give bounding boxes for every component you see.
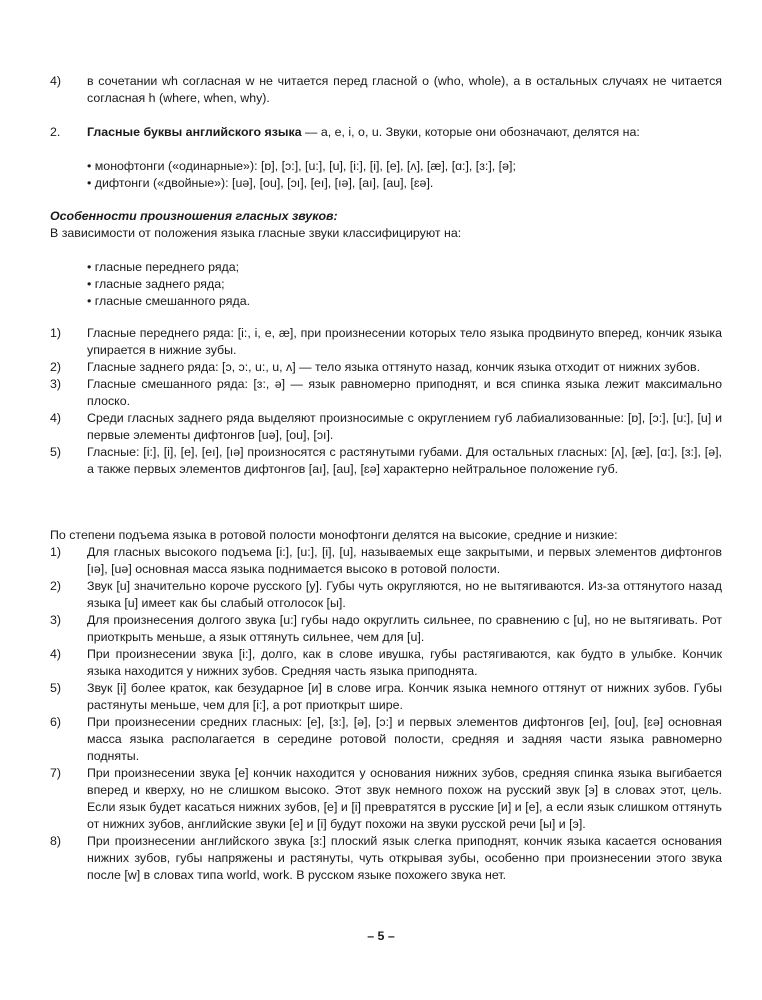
item-text: Для гласных высокого подъема [i:], [u:], [i], [u], называемых еще закрытыми, и первых элементов дифтонгов [ıə], [uə] основная масса языка поднимается высоко в ротовой полости. bbox=[87, 545, 722, 576]
item-number: 8) bbox=[50, 834, 62, 848]
item-number: 2) bbox=[50, 579, 62, 593]
item-number: 4) bbox=[50, 74, 62, 88]
item-text: Для произнесения долгого звука [u:] губы надо округлить сильнее, по сравнению с [u], но не вытягивать. Рот приоткрыть меньше, а язык оттянуть сильнее, чем для [u]. bbox=[87, 613, 722, 644]
section-number: 2. bbox=[50, 125, 61, 139]
item-number: 2) bbox=[50, 360, 62, 374]
page-number: – 5 – bbox=[367, 929, 395, 943]
bullet-item: • дифтонги («двойные»): [uə], [ou], [ɔı], [eı], [ıə], [aı], [au], [ɛə]. bbox=[50, 175, 722, 192]
bullet-item: • монофтонги («одинарные»): [ɒ], [ɔ:], [u:], [u], [i:], [i], [e], [ʌ], [æ], [ɑ:], [ɜ:], [ə]; bbox=[50, 158, 722, 175]
subheading-block bbox=[50, 208, 722, 242]
item-text: При произнесении звука [e] кончик находится у основания нижних зубов, средняя спинка языка выгибается вперед и кверху, но не слишком высоко. Этот звук немного похож на русский звук [э] в словах этот, цель. Если язык будет касаться нижних зубов, [e] и [i] превратятся в русские [и] и [е], а если язык слишком оттянуть от нижних зубов, английские звуки [e] и [i] будут похожи на звуки русской речи [ы] и [э]. bbox=[87, 766, 722, 831]
numbered-list bbox=[50, 325, 722, 478]
item-number: 4) bbox=[50, 647, 62, 661]
item-text: При произнесении звука [i:], долго, как в слове ивушка, губы растягиваются, как будто в улыбке. Кончик языка находится у нижних зубов. Средняя часть языка приподнята. bbox=[87, 647, 722, 678]
item-number: 1) bbox=[50, 545, 62, 559]
item-number: 4) bbox=[50, 411, 62, 425]
item-number: 3) bbox=[50, 377, 62, 391]
bullet-list bbox=[50, 158, 722, 192]
item-text: При произнесении английского звука [ɜ:] плоский язык слегка приподнят, кончик языка касается основания нижних зубов, губы напряжены и растянуты, чуть открывая зубы, особенно при произнесении этого звука после [w] в словах типа world, work. В русском языке похожего звука нет. bbox=[87, 834, 722, 882]
item-text: Гласные смешанного ряда: [ɜ:, ə] — язык равномерно приподнят, и вся спинка языка лежит максимально плоско. bbox=[87, 377, 722, 408]
list-item bbox=[50, 544, 722, 578]
list-item bbox=[50, 376, 722, 410]
list-item bbox=[50, 612, 722, 646]
list-item bbox=[50, 765, 722, 833]
subheading: Особенности произношения гласных звуков: bbox=[50, 209, 338, 223]
list-item bbox=[50, 444, 722, 478]
item-number: 5) bbox=[50, 681, 62, 695]
item-number: 3) bbox=[50, 613, 62, 627]
list-item bbox=[50, 359, 722, 376]
bullet-item: • гласные переднего ряда; bbox=[50, 259, 722, 276]
bullet-list bbox=[50, 259, 722, 310]
list-item bbox=[50, 714, 722, 765]
item-text: Звук [u] значительно короче русского [у]. Губы чуть округляются, но не вытягиваются. Из-за оттянутого назад языка [u] имеет как бы слабый отголосок [ы]. bbox=[87, 579, 722, 610]
list-item bbox=[50, 73, 722, 107]
item-text: При произнесении средних гласных: [e], [ɜ:], [ə], [ɔ:] и первых элементов дифтонгов [eı], [ou], [ɛə] основная масса языка располагается в середине ротовой полости, средняя и задняя части языка равномерно подняты. bbox=[87, 715, 722, 763]
item-text: Гласные: [i:], [i], [e], [eı], [ıə] произносятся с растянутыми губами. Для остальных гласных: [ʌ], [æ], [ɑ:], [ɜ:], [ə], а также первых элементов дифтонгов [aı], [au], [ɛə] характерно нейтральное положение губ. bbox=[87, 445, 722, 476]
section-heading bbox=[50, 124, 722, 141]
item-number: 6) bbox=[50, 715, 62, 729]
item-number: 1) bbox=[50, 326, 62, 340]
intro-text: В зависимости от положения языка гласные звуки классифицируют на: bbox=[50, 226, 462, 240]
item-text: Среди гласных заднего ряда выделяют произносимые с округлением губ лабиализованные: [ɒ], [ɔ:], [u:], [u] и первые элементы дифтонгов [uə], [ou], [ɔı]. bbox=[87, 411, 722, 442]
item-text: Гласные переднего ряда: [i:, i, e, æ], при произнесении которых тело языка продвинуто вперед, кончик языка упирается в нижние зубы. bbox=[87, 326, 722, 357]
bullet-item: • гласные заднего ряда; bbox=[50, 276, 722, 293]
item-text: Звук [i] более краток, как безударное [и] в слове игра. Кончик языка немного оттянут от нижних зубов. Губы растянуты меньше, чем для [i:], а рот приоткрыт шире. bbox=[87, 681, 722, 712]
item-number: 7) bbox=[50, 766, 62, 780]
section-text: — a, e, i, o, u. Звуки, которые они обозначают, делятся на: bbox=[301, 125, 640, 139]
list-item bbox=[50, 325, 722, 359]
list-item bbox=[50, 646, 722, 680]
degree-intro: По степени подъема языка в ротовой полости монофтонги делятся на высокие, средние и низкие: bbox=[50, 528, 618, 542]
list-item bbox=[50, 578, 722, 612]
bullet-item: • гласные смешанного ряда. bbox=[50, 293, 722, 310]
list-item bbox=[50, 833, 722, 884]
item-text: в сочетании wh согласная w не читается перед гласной о (who, whole), а в остальных случаях не читается согласная h (where, when, why). bbox=[87, 74, 722, 105]
item-text: Гласные заднего ряда: [ɔ, ɔ:, u:, u, ʌ] — тело языка оттянуто назад, кончик языка отходит от нижних зубов. bbox=[87, 360, 701, 374]
item-number: 5) bbox=[50, 445, 62, 459]
section-title: Гласные буквы английского языка bbox=[87, 125, 302, 139]
numbered-list bbox=[50, 544, 722, 884]
list-item bbox=[50, 410, 722, 444]
list-item bbox=[50, 680, 722, 714]
